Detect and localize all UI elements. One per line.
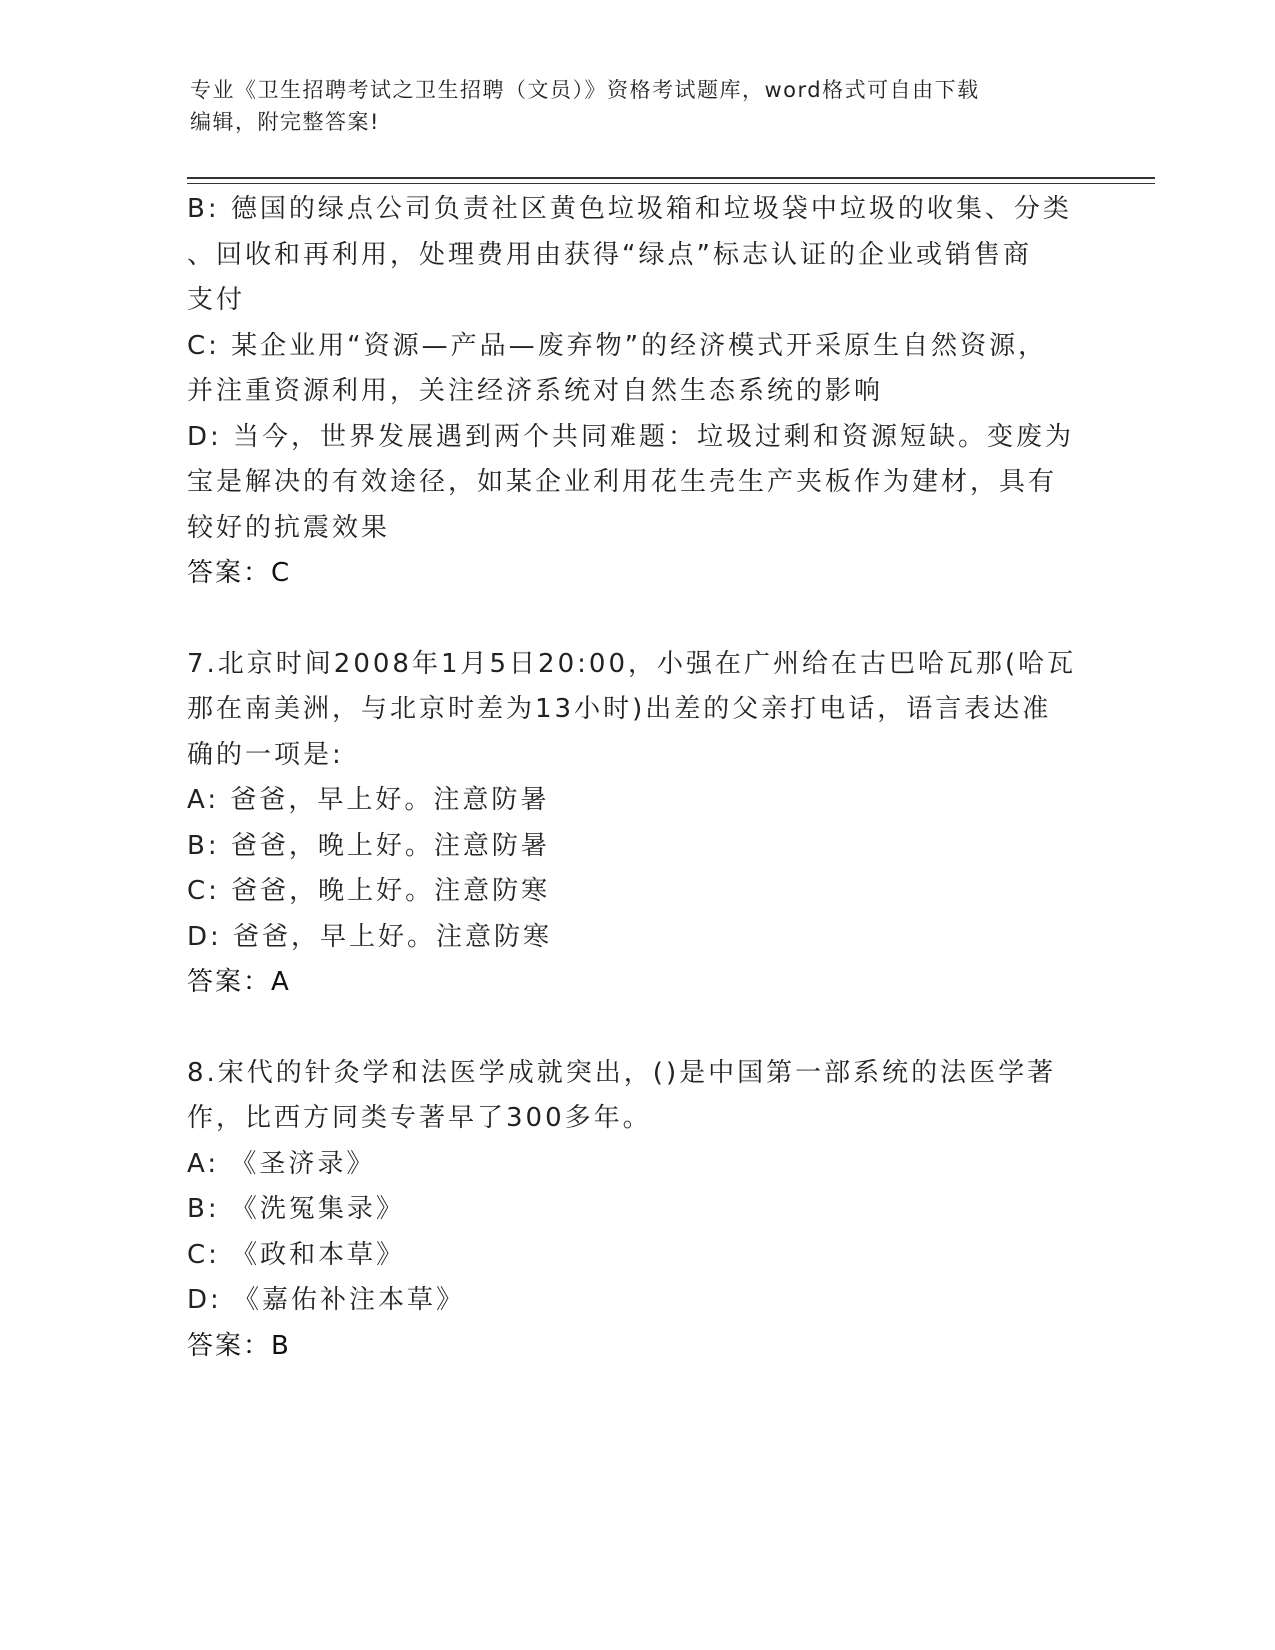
question-7 (187, 642, 1087, 1006)
q7-answer: 答案：A (187, 967, 291, 997)
option-d-line-2: 宝是解决的有效途径，如某企业利用花生壳生产夹板作为建材，具有 (187, 467, 1058, 497)
question-8 (187, 1051, 1087, 1370)
q8-answer: 答案：B (187, 1330, 291, 1361)
q7-stem-line-3: 确的一项是: (187, 739, 344, 770)
q7-stem-line-2: 那在南美洲，与北京时差为13小时)出差的父亲打电话，语言表达准 (187, 694, 1052, 724)
spacer (187, 597, 1087, 642)
document-body (187, 187, 1087, 1369)
option-c-line-1: C: 某企业用“资源—产品—废弃物”的经济模式开采原生自然资源， (187, 330, 1048, 361)
option-c-line-2: 并注重资源利用，关注经济系统对自然生态系统的影响 (187, 376, 884, 406)
document-header (190, 74, 1080, 138)
option-b-line-2: 、回收和再利用，处理费用由获得“绿点”标志认证的企业或销售商 (187, 239, 1032, 270)
previous-question-options (187, 187, 1087, 597)
option-d-line-1: D: 当今，世界发展遇到两个共同难题：垃圾过剩和资源短缺。变废为 (187, 421, 1075, 452)
q8-stem-line-1: 8.宋代的针灸学和法医学成就突出，()是中国第一部系统的法医学著 (187, 1057, 1057, 1088)
q8-option-d: D: 《嘉佑补注本草》 (187, 1285, 466, 1315)
q7-option-c: C: 爸爸，晚上好。注意防寒 (187, 876, 551, 906)
header-divider-thin (187, 183, 1155, 184)
previous-answer: 答案：C (187, 558, 292, 588)
q8-stem-line-2: 作，比西方同类专著早了300多年。 (187, 1103, 652, 1133)
q7-option-d: D: 爸爸，早上好。注意防寒 (187, 921, 553, 952)
q7-option-a: A: 爸爸，早上好。注意防暑 (187, 785, 550, 815)
option-b-line-3: 支付 (187, 285, 246, 315)
header-divider-thick (187, 177, 1155, 179)
q8-option-c: C: 《政和本草》 (187, 1239, 406, 1270)
q8-option-a: A: 《圣济录》 (187, 1148, 376, 1179)
q7-stem-line-1: 7.北京时间2008年1月5日20:00，小强在广州给在古巴哈瓦那(哈瓦 (187, 648, 1077, 679)
header-line-1: 专业《卫生招聘考试之卫生招聘（文员）》资格考试题库，word格式可自由下载 (190, 78, 980, 102)
option-d-line-3: 较好的抗震效果 (187, 512, 391, 543)
header-line-2: 编辑，附完整答案! (190, 110, 380, 134)
q7-option-b: B: 爸爸，晚上好。注意防暑 (187, 830, 550, 861)
spacer (187, 1006, 1087, 1051)
q8-option-b: B: 《洗冤集录》 (187, 1194, 405, 1224)
option-b-line-1: B: 德国的绿点公司负责社区黄色垃圾箱和垃圾袋中垃圾的收集、分类 (187, 194, 1072, 224)
